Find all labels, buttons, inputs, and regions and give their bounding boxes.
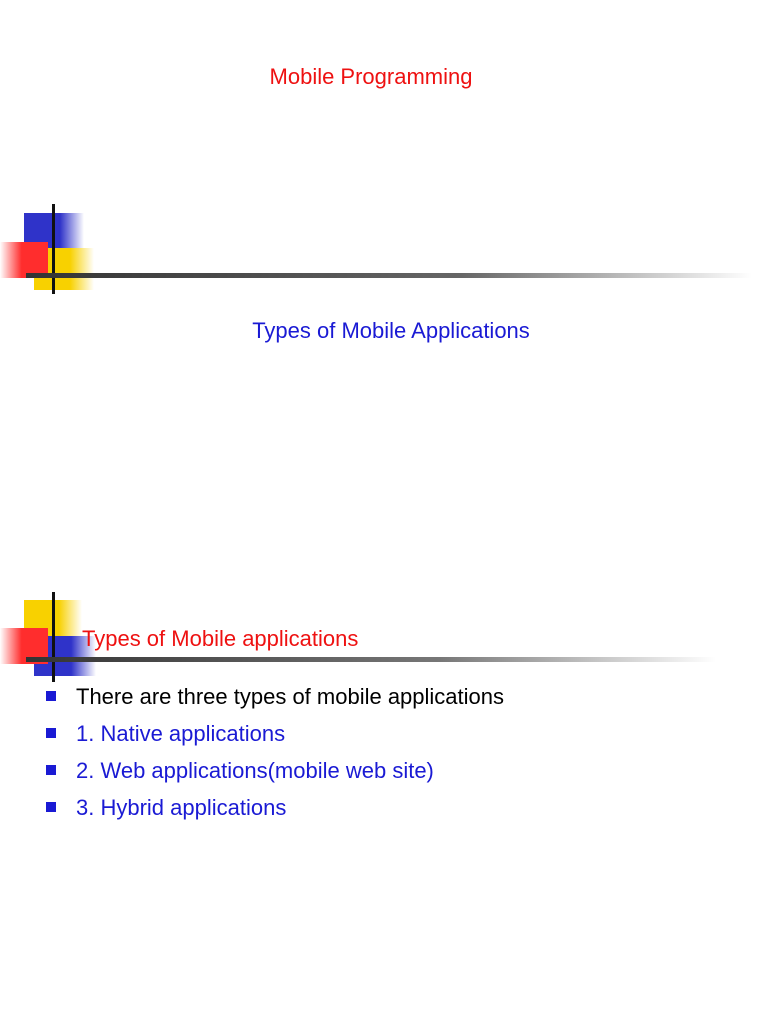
vertical-rule (52, 592, 55, 682)
list-item-text: 2. Web applications(mobile web site) (76, 758, 434, 783)
list-item (46, 684, 504, 721)
square-bullet-icon (46, 691, 56, 701)
list-item-text: There are three types of mobile applications (76, 684, 505, 709)
slide-heading: Types of Mobile applications (82, 626, 359, 651)
slide-subtitle: Types of Mobile Applications (252, 318, 530, 343)
slide-title: Mobile Programming (269, 64, 473, 89)
horizontal-rule (26, 657, 716, 662)
list-item-text: 1. Native applications (76, 721, 286, 746)
list-item (46, 721, 504, 758)
horizontal-rule (26, 273, 752, 278)
list-item (46, 758, 504, 795)
square-bullet-icon (46, 765, 56, 775)
slide-2 (0, 560, 768, 1024)
list-item (46, 795, 504, 832)
vertical-rule (52, 204, 55, 294)
square-bullet-icon (46, 728, 56, 738)
square-bullet-icon (46, 802, 56, 812)
list-item-text: 3. Hybrid applications (76, 795, 287, 820)
bullet-list (46, 684, 504, 832)
